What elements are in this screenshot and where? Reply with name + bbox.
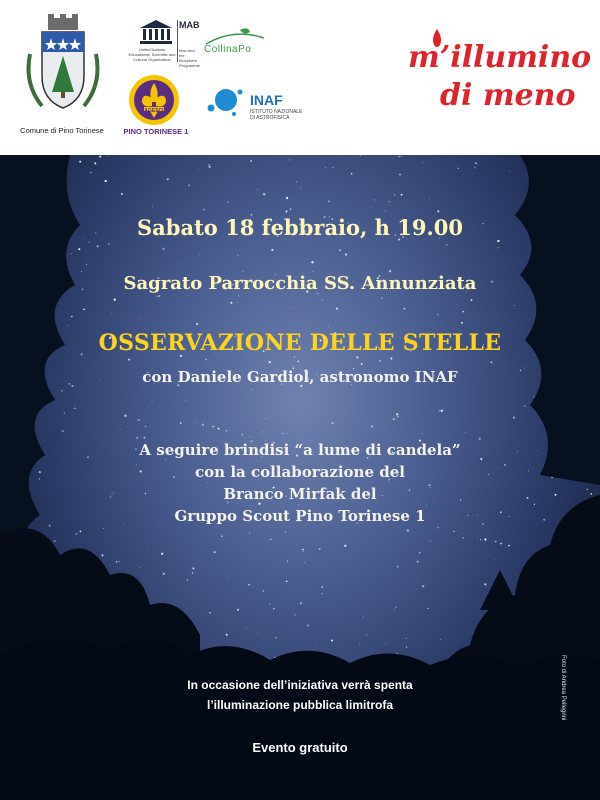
note-line: In occasione dell’iniziativa verrà spenta [187,678,413,692]
mab-short: MAB [179,20,200,30]
header-logos [0,0,600,155]
event-note [0,675,600,715]
after-line: Branco Mirfak del [223,485,377,503]
inaf-sub2: DI ASTROFISICA [250,115,290,121]
night-sky-poster [0,155,600,800]
inaf-name: INAF [250,92,283,108]
inaf-sub1: ISTITUTO NAZIONALE [250,109,303,115]
photo-credit: Foto di Andrea Pellegrini [560,655,566,721]
inaf-dots-icon [204,86,244,118]
after-line: A seguire brindisi “a lume di candela” [139,441,461,459]
event-venue: Sagrato Parrocchia SS. Annunziata [123,273,477,294]
unesco-temple-icon [139,19,173,45]
agesci-label: AGESCI [144,108,164,114]
event-free: Evento gratuito [252,740,348,755]
scout-fleur-de-lis-icon [126,74,182,126]
coat-of-arms-icon [22,14,104,118]
scout-label: PINO TORINESE 1 [123,127,189,136]
comune-label: Comune di Pino Torinese [20,126,104,135]
logo-divider [177,20,178,62]
event-speaker: con Daniele Gardiol, astronomo INAF [142,368,458,386]
mab-text: Man and the Biosphere Programme [179,48,200,68]
after-line: con la collaborazione del [195,463,405,481]
collinapo-label: CollinaPo [204,44,252,55]
event-title: OSSERVAZIONE DELLE STELLE [98,330,502,356]
after-line: Gruppo Scout Pino Torinese 1 [174,507,426,525]
campaign-line-1: m’illumino [408,40,592,75]
campaign-line-2: di meno [440,78,576,113]
event-date-time: Sabato 18 febbraio, h 19.00 [137,215,463,240]
event-after-block [0,439,600,527]
unesco-text: United Nations Educational, Scientific and Cultural Organization [128,47,176,62]
note-line: l’illuminazione pubblica limitrofa [206,698,394,712]
